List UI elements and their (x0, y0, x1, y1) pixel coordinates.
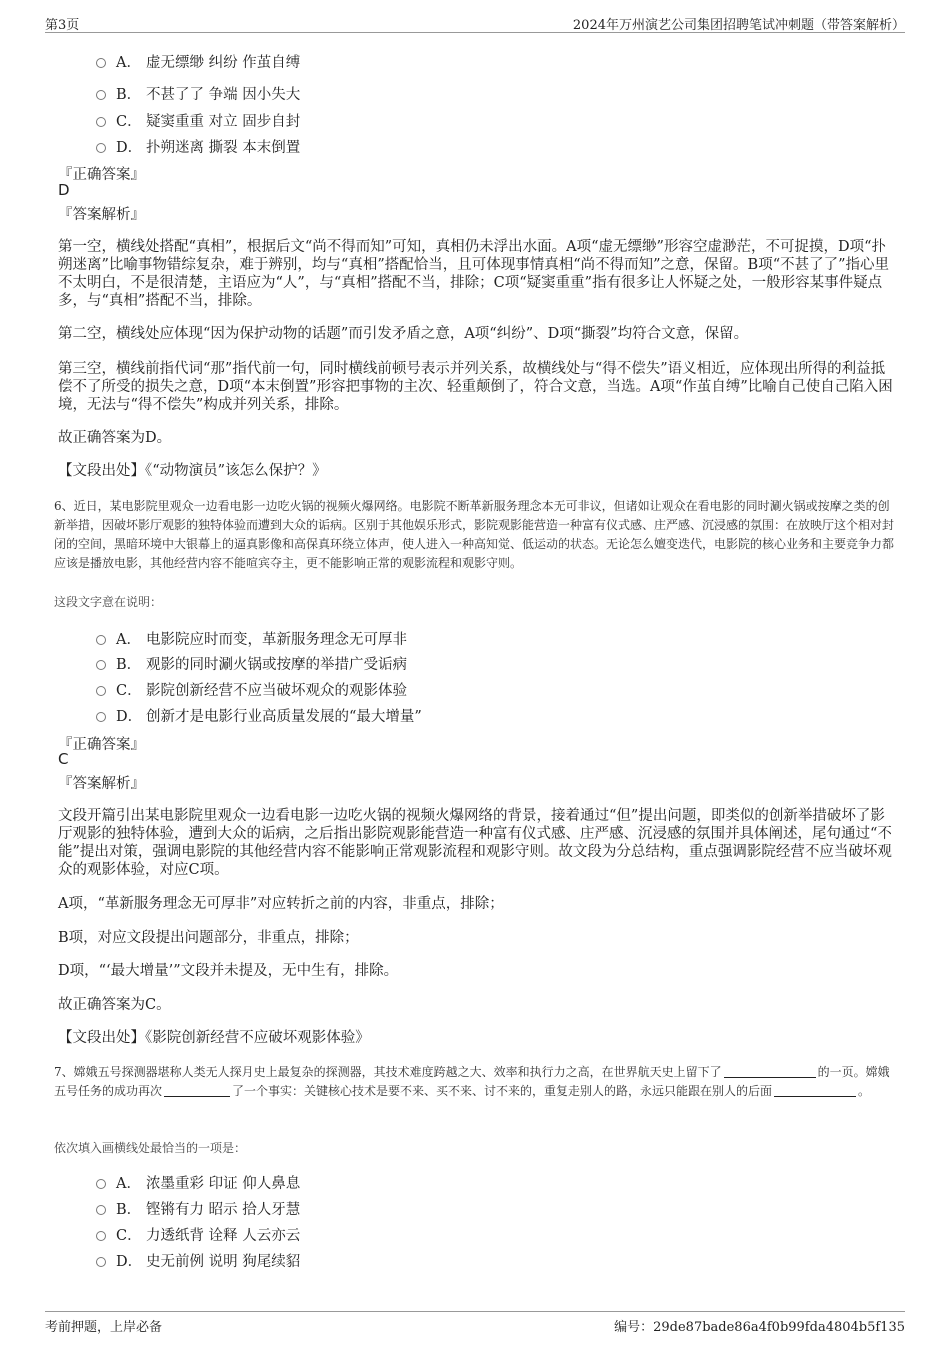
radio-icon[interactable] (96, 686, 106, 696)
q7-option-a[interactable]: A． 浓墨重彩 印证 仰人鼻息 (96, 1172, 300, 1193)
radio-icon[interactable] (96, 58, 106, 68)
q6-analysis-para: D项，“‘最大增量’”文段并未提及，无中生有，排除。 (58, 963, 399, 979)
radio-icon[interactable] (96, 1231, 106, 1241)
q6-conclusion: 故正确答案为C。 (58, 997, 171, 1013)
document-title: 2024年万州演艺公司集团招聘笔试冲刺题（带答案解析） (572, 18, 905, 33)
q6-option-c[interactable]: C． 影院创新经营不应当破坏观众的观影体验 (96, 679, 407, 700)
radio-icon[interactable] (96, 712, 106, 722)
q5-answer: D (58, 181, 70, 199)
q6-analysis-para: A项，“革新服务理念无可厚非”对应转折之前的内容，非重点，排除； (58, 896, 504, 912)
q6-prompt: 这段文字意在说明： (54, 595, 163, 609)
page-number: 第3页 (45, 18, 80, 33)
radio-icon[interactable] (96, 1205, 106, 1215)
page-footer (45, 1311, 905, 1336)
q5-analysis-para: 第二空，横线处应体现“因为保护动物的话题”而引发矛盾之意，A项“纠纷”、D项“撕裂”均符合文意，保留。 (58, 326, 749, 342)
page-header (45, 12, 905, 33)
q5-analysis-para: 第三空，横线前指代词“那”指代前一句，同时横线前顿号表示并列关系，故横线处与“得不偿失”语义相近，应体现出所得的利益抵偿不了所受的损失之意，D项“本末倒置”形容把事物的主次、轻重颠倒了，符合文意，当选。A项“作茧自缚”比喻自己使自己陷入困境，无法与“得不偿失”构成并列关系，排除。 (58, 361, 893, 413)
q5-conclusion: 故正确答案为D。 (58, 430, 172, 446)
q6-answer: C (58, 750, 69, 768)
q5-option-c[interactable]: C． 疑窦重重 对立 固步自封 (96, 110, 300, 131)
footer-slogan: 考前押题，上岸必备 (45, 1320, 163, 1335)
radio-icon[interactable] (96, 117, 106, 127)
q6-option-a[interactable]: A． 电影院应时而变，革新服务理念无可厚非 (96, 628, 407, 649)
q6-source: 【文段出处】《影院创新经营不应破坏观影体验》 (58, 1030, 370, 1046)
document-id: 编号：29de87bade86a4f0b99fda4804b5f135 (614, 1320, 905, 1335)
q6-analysis-para: B项，对应文段提出问题部分，非重点，排除； (58, 930, 359, 946)
q7-stem: 7、嫦娥五号探测器堪称人类无人探月史上最复杂的探测器，其技术难度跨越之大、效率和执行力之高，在世界航天史上留下了 的一页。嫦娥五号任务的成功再次 了一个事实：关键核心技术是要不来、买不来、讨不来的，重复走别人的路，永远只能跟在别人的后面 。 (54, 1065, 890, 1098)
radio-icon[interactable] (96, 143, 106, 153)
q6-option-b[interactable]: B． 观影的同时涮火锅或按摩的举措广受诟病 (96, 653, 407, 674)
radio-icon[interactable] (96, 635, 106, 645)
q6-stem: 6、近日，某电影院里观众一边看电影一边吃火锅的视频火爆网络。电影院不断革新服务理念本无可非议，但诸如让观众在看电影的同时涮火锅或按摩之类的创新举措，因破坏影厅观影的独特体验而遭到大众的诟病。区别于其他娱乐形式，影院观影能营造一种富有仪式感、庄严感、沉浸感的氛围：在放映厅这个相对封闭的空间，黑暗环境中大银幕上的逼真影像和高保真环绕立体声，使人进入一种高知觉、低运动的状态。无论怎么嬗变迭代，电影院的核心业务和主要竞争力都应该是播放电影，其他经营内容不能喧宾夺主，更不能影响正常的观影流程和观影守则。 (54, 499, 895, 570)
radio-icon[interactable] (96, 1179, 106, 1189)
q5-option-b[interactable]: B． 不甚了了 争端 因小失大 (96, 83, 300, 104)
radio-icon[interactable] (96, 1257, 106, 1267)
fill-blank (774, 1084, 856, 1097)
fill-blank (724, 1065, 816, 1078)
q7-option-b[interactable]: B． 铿锵有力 昭示 拾人牙慧 (96, 1198, 300, 1219)
q5-analysis-label: 『答案解析』 (58, 207, 145, 223)
q5-source: 【文段出处】《“动物演员”该怎么保护？》 (58, 463, 327, 479)
q5-analysis-para: 第一空，横线处搭配“真相”，根据后文“尚不得而知”可知，真相仍未浮出水面。A项“虚无缥缈”形容空虚渺茫，不可捉摸，D项“扑朔迷离”比喻事物错综复杂，难于辨别，均与“真相”搭配恰当，且可体现事情真相“尚不得而知”之意，保留。B项“不甚了了”指心里不太明白，不是很清楚，主语应为“人”，与“真相”搭配不当，排除；C项“疑窦重重”指有很多让人怀疑之处，一般形容某事件疑点多，与“真相”搭配不当，排除。 (58, 239, 890, 309)
q6-analysis-label: 『答案解析』 (58, 776, 145, 792)
q7-prompt: 依次填入画横线处最恰当的一项是： (54, 1141, 247, 1155)
radio-icon[interactable] (96, 660, 106, 670)
q7-option-d[interactable]: D． 史无前例 说明 狗尾续貂 (96, 1250, 300, 1271)
q6-option-d[interactable]: D． 创新才是电影行业高质量发展的“最大增量” (96, 705, 422, 726)
q6-answer-label: 『正确答案』 (58, 737, 145, 753)
q5-option-d[interactable]: D． 扑朔迷离 撕裂 本末倒置 (96, 136, 300, 157)
q5-option-a[interactable]: A． 虚无缥缈 纠纷 作茧自缚 (96, 51, 300, 72)
q6-analysis-para: 文段开篇引出某电影院里观众一边看电影一边吃火锅的视频火爆网络的背景，接着通过“但”提出问题，即类似的创新举措破坏了影厅观影的独特体验，遭到大众的诟病，之后指出影院观影能营造一种富有仪式感、庄严感、沉浸感的氛围并具体阐述，尾句通过“不能”提出对策，强调电影院的其他经营内容不能影响正常观影流程和观影守则。故文段为分总结构，重点强调影院经营不应当破坏观众的观影体验，对应C项。 (58, 808, 892, 878)
q5-answer-label: 『正确答案』 (58, 167, 145, 183)
radio-icon[interactable] (96, 90, 106, 100)
q7-option-c[interactable]: C． 力透纸背 诠释 人云亦云 (96, 1224, 300, 1245)
fill-blank (164, 1084, 230, 1097)
